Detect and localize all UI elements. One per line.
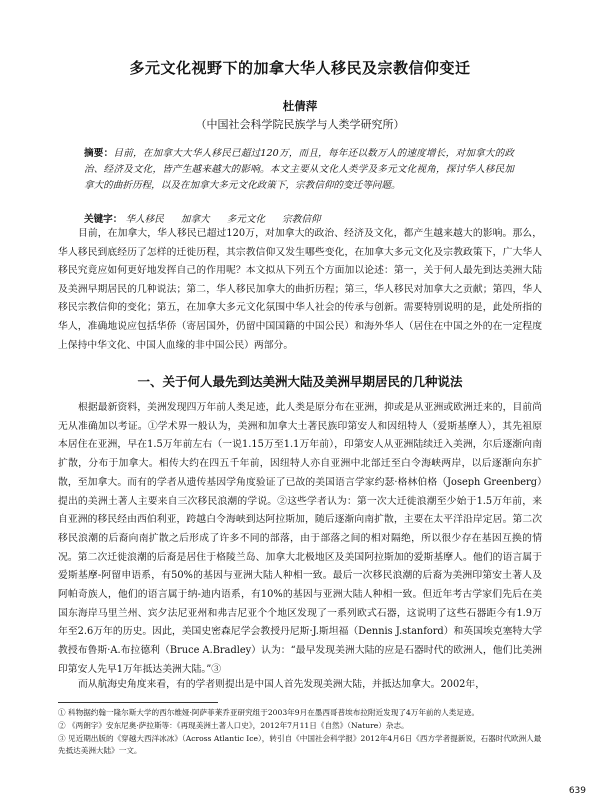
keyword: 宗教信仰 bbox=[282, 214, 321, 225]
footnotes bbox=[58, 707, 542, 758]
footnote: ③ 见近期出版的《穿越大西洋冰冰》（Across Atlantic Ice），转引自《中国社会科学报》2012年4月6日《西方学者提新说，石器时代欧洲人最先抵达美洲大陆》一文。 bbox=[58, 733, 542, 756]
paper-title: 多元文化视野下的加拿大华人移民及宗教信仰变迁 bbox=[129, 59, 471, 77]
paragraph-continuation: 而从航海史角度来看，有的学者则提出是中国人首先发现美洲大陆，并抵达加拿大。2002年， bbox=[78, 679, 486, 690]
keyword: 加拿大 bbox=[180, 214, 210, 225]
section-heading: 一、关于何人最先到达美洲大陆及美洲早期居民的几种说法 bbox=[137, 374, 463, 389]
page-number: 639 bbox=[568, 786, 586, 796]
abstract-label: 摘要： bbox=[84, 148, 114, 159]
intro-paragraph: 目前，在加拿大，华人移民已超过120万，对加拿大的政治、经济及文化，都产生越来越大的影响。那么，华人移民到底经历了怎样的迁徙历程，其宗教信仰又发生哪些变化，在加拿大多元文化及宗教政策下，广大华人移民究竟应如何更好地发挥自己的作用呢？本文拟从下列五个方面加以论述：第一，关于何人最先到达美洲大陆及美洲早期居民的几种说法；第二，华人移民加拿大的曲折历程；第三，华人移民对加拿大之贡献；第四，华人移民宗教信仰的变化；第五，在加拿大多元文化氛围中华人社会的传承与创新。需要特别说明的是，此处所指的华人，准确地说应包括华侨（寄居国外，仍留中国国籍的中国公民）和海外华人（居住在中国之外的在一定程度上保持中华文化、中国人血缘的非中国公民）两部分。 bbox=[58, 228, 542, 351]
abstract bbox=[84, 146, 514, 194]
keywords-label: 关键字： bbox=[84, 214, 123, 225]
footnote: ② 《两朗字》安东尼奥·萨拉斯等：《再现美洲土著人口史》，2012年7月11日《自然》（Nature）杂志。 bbox=[58, 720, 409, 730]
abstract-text: 目前，在加拿大大华人移民已超过120万，而且，每年还以数万人的速度增长，对加拿大的政治、经济及文化，皆产生越来越大的影响。本文主要从文化人类学及多元文化视角，探讨华人移民加拿大的曲折历程，以及在加拿大多元文化政策下，宗教信仰的变迁等问题。 bbox=[84, 148, 514, 191]
author-affiliation: （中国社会科学院民族学与人类学研究所） bbox=[195, 118, 405, 131]
author-name: 杜倩萍 bbox=[282, 99, 318, 113]
keyword: 华人移民 bbox=[125, 214, 164, 225]
footnote: ① 科物据约翰一隆尔斯大学的西尔维娅·阿萨菲莱乔亚研究组于2003年9月在墨西哥普埃布拉附近发现了4万年前的人类足迹。 bbox=[58, 708, 480, 717]
footnote-divider bbox=[58, 702, 218, 703]
section-paragraph: 根据最新资料，美洲发现四万年前人类足迹，此人类是原分布在亚洲，抑或是从亚洲或欧洲迁来的，目前尚无从准确加以考证。①学术界一般认为，美洲和加拿大土著民族印第安人和因纽特人（爱斯基摩人），其先祖原本居住在亚洲，早在1.5万年前左右（一说1.15万至1.1万年前），印第安人从亚洲陆续迁入美洲，尔后逐渐向南扩散，分布于加拿大。相传大约在四五千年前，因纽特人亦自亚洲中北部迁至白令海峡两岸，以后逐渐向东扩散，至加拿大。而有的学者从遗传基因学角度验证了已故的美国语言学家约瑟·格林伯格（Joseph Greenberg）提出的美洲土著人主要来自三次移民浪潮的学说。②这些学者认为：第一次大迁徙浪潮至少始于1.5万年前，来自亚洲的移民经由西伯利亚，跨越白令海峡到达阿拉斯加，随后逐渐向南扩散，主要在太平洋沿岸定居。第二次移民浪潮的后裔向南扩散之后形成了许多不同的部落，由于部落之间的相对隔绝，所以很少存在基因互换的情况。第二次迁徙浪潮的后裔是居住于格陵兰岛、加拿大北极地区及美国阿拉斯加的爱斯基摩人。他们的语言属于爱斯基摩-阿留申语系，有50%的基因与亚洲大陆人种相一致。最后一次移民浪潮的后裔为美洲印第安土著人及阿帕奇族人，他们的语言属于纳-迪内语系，有10%的基因与亚洲大陆人种相一致。但近年考古学家们先后在美国东海岸马里兰州、宾夕法尼亚州和弗吉尼亚个个地区发现了一系列欧式石器，这说明了这些石器距今有1.9万年至2.6万年的历史。因此，美国史密森尼学会教授丹尼斯·J.斯坦福（Dennis J.stanford）和英国埃克塞特大学教授布鲁斯·A.布拉德利（Bruce A.Bradley）认为：“最早发现美洲大陆的应是石器时代的欧洲人，他们比美洲印第安人先早1万年抵达美洲大陆。”③ bbox=[58, 402, 542, 675]
keyword: 多元文化 bbox=[226, 214, 266, 225]
